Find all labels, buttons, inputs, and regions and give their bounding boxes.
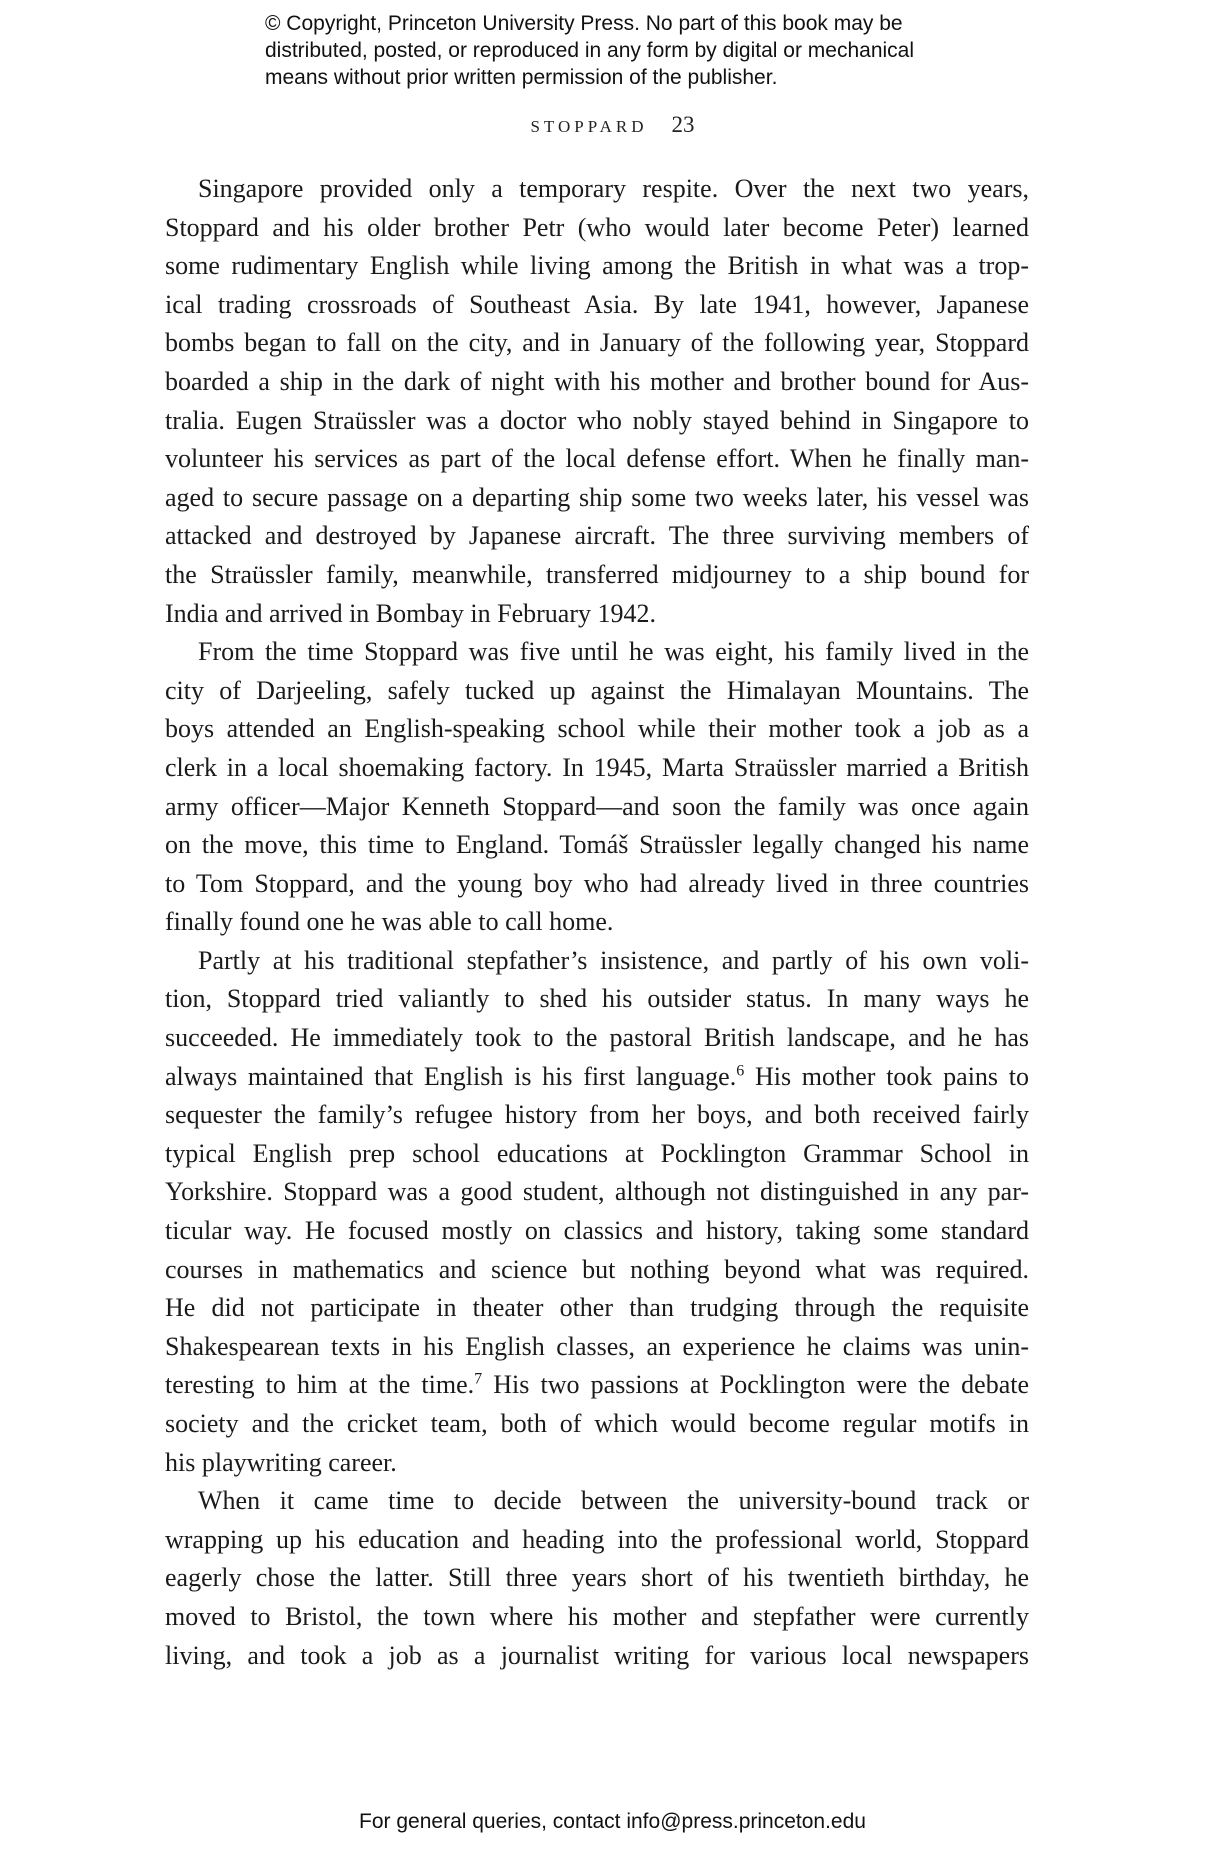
text-line: volunteer his services as part of the local defense effort. When he finally man- — [165, 444, 1029, 474]
text-line: finally found one he was able to call home. — [165, 907, 614, 937]
text-line-with-footnote — [165, 1058, 1029, 1097]
text-line: wrapping up his education and heading into the professional world, Stoppard — [165, 1524, 1029, 1554]
text-line: boys attended an English-speaking school while their mother took a job as a — [165, 714, 1029, 744]
text-line: typical English prep school educations at Pocklington Grammar School in — [165, 1138, 1029, 1168]
text-line: eagerly chose the latter. Still three years short of his twentieth birthday, he — [165, 1563, 1029, 1593]
text-line: He did not participate in theater other than trudging through the requisite — [165, 1293, 1029, 1323]
page-number: 23 — [671, 112, 695, 137]
text-line: tralia. Eugen Straüssler was a doctor who nobly stayed behind in Singapore to — [165, 405, 1029, 435]
body-text — [165, 170, 1029, 1675]
text-line: boarded a ship in the dark of night with his mother and brother bound for Aus- — [165, 366, 1029, 396]
text-line: ticular way. He focused mostly on classics and history, taking some standard — [165, 1216, 1029, 1246]
running-head — [0, 112, 1225, 138]
paragraph-1 — [165, 170, 1029, 633]
paragraph-2 — [165, 633, 1029, 942]
text-line: From the time Stoppard was five until he was eight, his family lived in the — [198, 637, 1029, 667]
text-line: to Tom Stoppard, and the young boy who had already lived in three countries — [165, 868, 1029, 898]
text-line: on the move, this time to England. Tomáš Straüssler legally changed his name — [165, 830, 1029, 860]
text-line: Singapore provided only a temporary respite. Over the next two years, — [198, 174, 1029, 203]
copyright-notice — [265, 10, 1025, 91]
running-head-title: STOPPARD — [530, 117, 648, 136]
text-line: living, and took a job as a journalist writing for various local newspapers — [165, 1640, 1029, 1670]
text-line: bombs began to fall on the city, and in January of the following year, Stoppard — [165, 328, 1029, 358]
text-line: the Straüssler family, meanwhile, transferred midjourney to a ship bound for — [165, 559, 1029, 589]
text-line: sequester the family’s refugee history from her boys, and both received fairly — [165, 1100, 1029, 1130]
text-segment: teresting to him at the time. — [165, 1370, 475, 1400]
text-line: aged to secure passage on a departing ship some two weeks later, his vessel was — [165, 482, 1029, 512]
paragraph-3 — [165, 942, 1029, 1482]
text-line: courses in mathematics and science but nothing beyond what was required. — [165, 1254, 1029, 1284]
copyright-line: means without prior written permission of the publisher. — [265, 66, 778, 89]
text-line: Shakespearean texts in his English classes, an experience he claims was unin- — [165, 1331, 1029, 1361]
text-line: attacked and destroyed by Japanese aircraft. The three surviving members of — [165, 521, 1029, 551]
text-segment: always maintained that English is his first language. — [165, 1061, 737, 1091]
text-line: Yorkshire. Stoppard was a good student, although not distinguished in any par- — [165, 1177, 1029, 1207]
copyright-line: © Copyright, Princeton University Press. No part of this book may be — [265, 12, 903, 35]
text-line: When it came time to decide between the university-bound track or — [198, 1486, 1029, 1516]
text-line: Stoppard and his older brother Petr (who would later become Peter) learned — [165, 212, 1029, 242]
text-line: tion, Stoppard tried valiantly to shed his outsider status. In many ways he — [165, 984, 1029, 1014]
text-line: society and the cricket team, both of which would become regular motifs in — [165, 1409, 1029, 1438]
text-line: moved to Bristol, the town where his mother and stepfather were currently — [165, 1601, 1029, 1631]
text-line: army officer—Major Kenneth Stoppard—and soon the family was once again — [165, 791, 1029, 821]
text-line-with-footnote — [165, 1366, 1029, 1405]
text-line: city of Darjeeling, safely tucked up against the Himalayan Mountains. The — [165, 675, 1029, 705]
text-line: some rudimentary English while living among the British in what was a trop- — [165, 251, 1029, 281]
text-line: India and arrived in Bombay in February 1942. — [165, 598, 656, 628]
text-segment: His mother took pains to — [744, 1061, 1029, 1091]
text-segment: His two passions at Pocklington were the debate — [482, 1370, 1030, 1400]
footnote-marker: 6 — [736, 1062, 745, 1079]
copyright-line: distributed, posted, or reproduced in any form by digital or mechanical — [265, 39, 915, 62]
text-line: ical trading crossroads of Southeast Asia. By late 1941, however, Japanese — [165, 289, 1029, 319]
text-line: his playwriting career. — [165, 1447, 397, 1477]
footnote-marker: 7 — [474, 1370, 483, 1388]
text-line: Partly at his traditional stepfather’s insistence, and partly of his own voli- — [198, 945, 1029, 975]
footer-contact: For general queries, contact info@press.princeton.edu — [359, 1810, 866, 1833]
text-line: succeeded. He immediately took to the pastoral British landscape, and he has — [165, 1023, 1029, 1053]
paragraph-4 — [165, 1482, 1029, 1675]
text-line: clerk in a local shoemaking factory. In 1945, Marta Straüssler married a British — [165, 752, 1029, 782]
